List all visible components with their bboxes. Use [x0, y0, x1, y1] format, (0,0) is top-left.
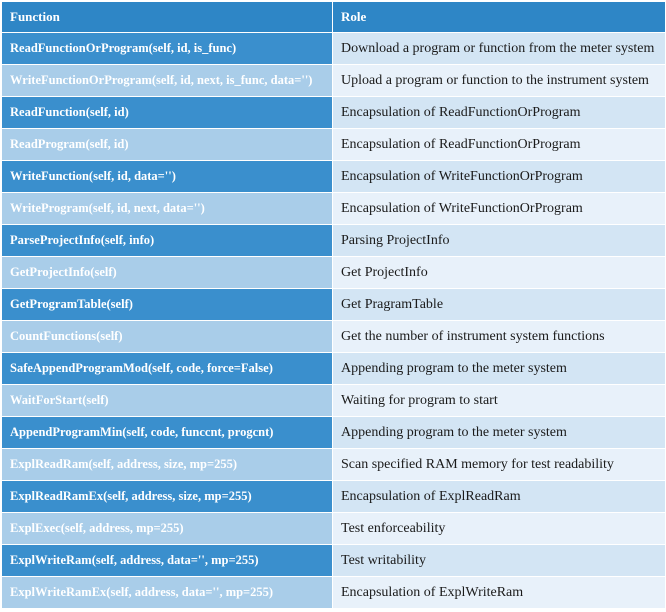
role-cell: Scan specified RAM memory for test readability	[333, 449, 666, 481]
function-cell: SafeAppendProgramMod(self, code, force=False)	[2, 353, 333, 385]
role-cell: Appending program to the meter system	[333, 353, 666, 385]
function-cell: ExplReadRam(self, address, size, mp=255)	[2, 449, 333, 481]
role-cell: Parsing ProjectInfo	[333, 225, 666, 257]
function-cell: ExplReadRamEx(self, address, size, mp=255)	[2, 481, 333, 513]
role-cell: Encapsulation of ReadFunctionOrProgram	[333, 129, 666, 161]
table-row	[2, 33, 666, 65]
table-row	[2, 289, 666, 321]
table-row	[2, 513, 666, 545]
role-cell: Encapsulation of ReadFunctionOrProgram	[333, 97, 666, 129]
role-cell: Encapsulation of ExplReadRam	[333, 481, 666, 513]
function-cell: WriteFunctionOrProgram(self, id, next, is_func, data='')	[2, 65, 333, 97]
function-cell: ReadProgram(self, id)	[2, 129, 333, 161]
role-cell: Upload a program or function to the instrument system	[333, 65, 666, 97]
table-header-row	[2, 2, 666, 33]
table-row	[2, 577, 666, 609]
table-row	[2, 97, 666, 129]
function-cell: ReadFunction(self, id)	[2, 97, 333, 129]
role-cell: Get ProjectInfo	[333, 257, 666, 289]
function-cell: ExplExec(self, address, mp=255)	[2, 513, 333, 545]
table-row	[2, 385, 666, 417]
role-cell: Waiting for program to start	[333, 385, 666, 417]
table-row	[2, 193, 666, 225]
function-cell: ReadFunctionOrProgram(self, id, is_func)	[2, 33, 333, 65]
role-cell: Test writability	[333, 545, 666, 577]
table-row	[2, 481, 666, 513]
table-row	[2, 257, 666, 289]
function-role-table	[1, 1, 666, 609]
table-row	[2, 449, 666, 481]
role-cell: Test enforceability	[333, 513, 666, 545]
function-cell: ExplWriteRamEx(self, address, data='', mp=255)	[2, 577, 333, 609]
function-cell: ParseProjectInfo(self, info)	[2, 225, 333, 257]
table-row	[2, 129, 666, 161]
role-cell: Get PragramTable	[333, 289, 666, 321]
table-row	[2, 161, 666, 193]
role-column-header: Role	[333, 2, 666, 33]
role-cell: Download a program or function from the meter system	[333, 33, 666, 65]
function-cell: ExplWriteRam(self, address, data='', mp=255)	[2, 545, 333, 577]
table-row	[2, 417, 666, 449]
function-cell: GetProjectInfo(self)	[2, 257, 333, 289]
function-cell: CountFunctions(self)	[2, 321, 333, 353]
table-body	[2, 33, 666, 609]
table-row	[2, 321, 666, 353]
table-row	[2, 65, 666, 97]
table-row	[2, 225, 666, 257]
role-cell: Get the number of instrument system functions	[333, 321, 666, 353]
function-cell: GetProgramTable(self)	[2, 289, 333, 321]
role-cell: Encapsulation of WriteFunctionOrProgram	[333, 161, 666, 193]
table-row	[2, 353, 666, 385]
function-column-header: Function	[2, 2, 333, 33]
role-cell: Encapsulation of ExplWriteRam	[333, 577, 666, 609]
function-cell: AppendProgramMin(self, code, funccnt, progcnt)	[2, 417, 333, 449]
function-cell: WriteProgram(self, id, next, data='')	[2, 193, 333, 225]
function-cell: WaitForStart(self)	[2, 385, 333, 417]
table-row	[2, 545, 666, 577]
role-cell: Encapsulation of WriteFunctionOrProgram	[333, 193, 666, 225]
role-cell: Appending program to the meter system	[333, 417, 666, 449]
function-cell: WriteFunction(self, id, data='')	[2, 161, 333, 193]
